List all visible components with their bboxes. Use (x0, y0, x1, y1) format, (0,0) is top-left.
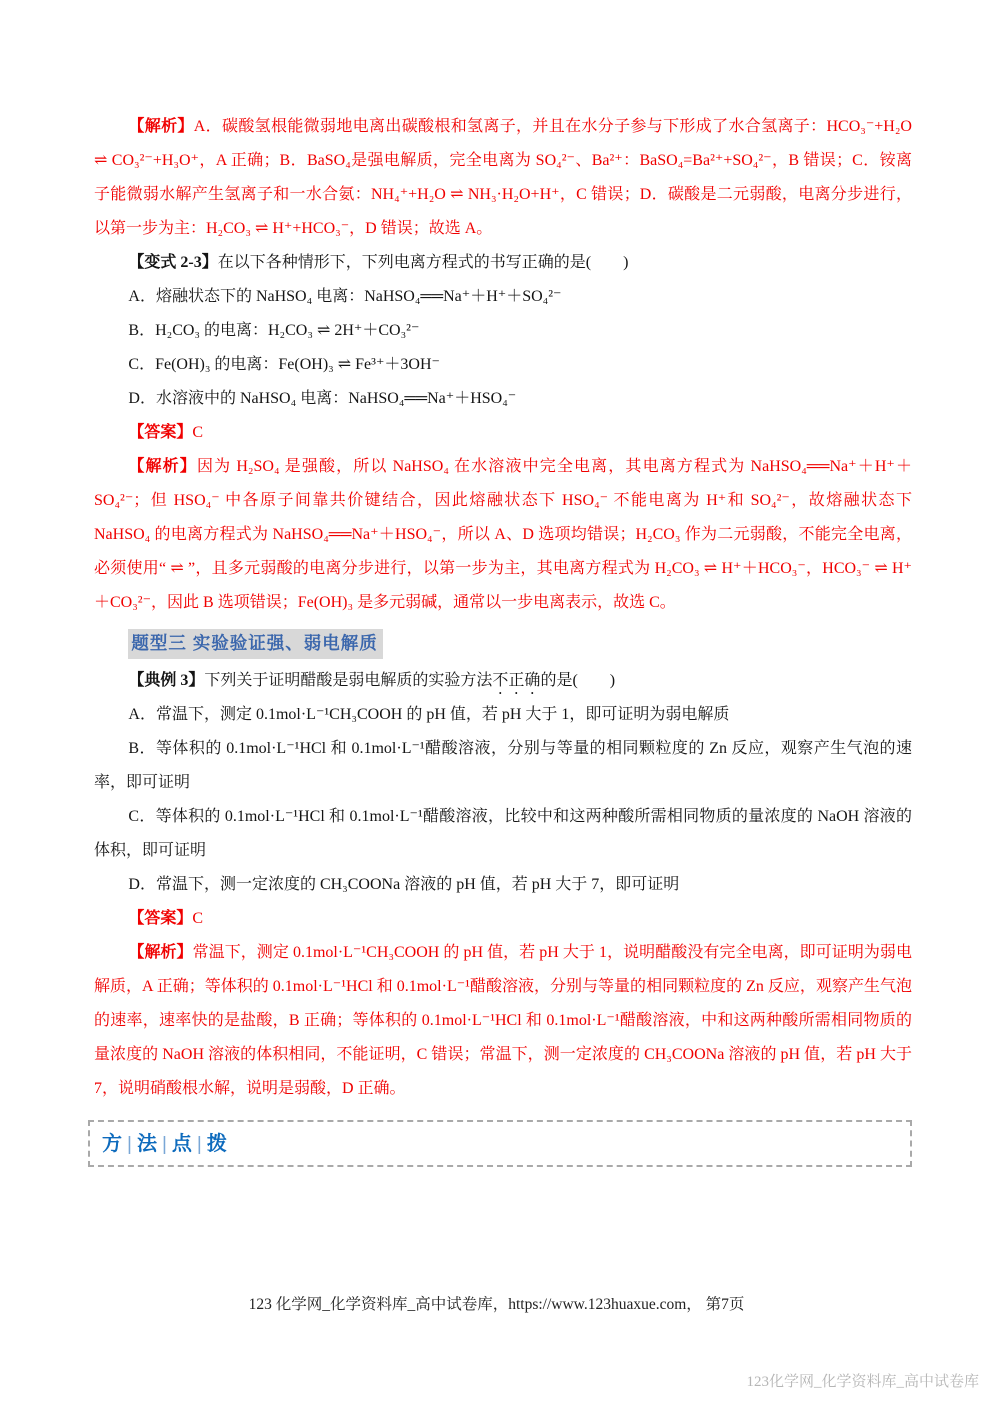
example-3-question-pre: 下列关于证明醋酸是弱电解质的实验方法 (204, 672, 493, 689)
analysis-text: 常温下，测定 0.1mol·L⁻¹CH₃COOH 的 pH 值，若 pH 大于 1，说明醋酸没有完全电离，即可证明为弱电解质，A 正确；等体积的 0.1mol·L⁻¹HCl 和 0.1mol·L⁻¹醋酸溶液，分别与等量的相同颗粒度的 Zn 反应，观察产生气泡的速率，速率快的是盐酸，B 正确；等体积的 0.1mol·L⁻¹HCl 和 0.1mol·L⁻¹醋酸溶液，中和这两种酸所需相同物质的量浓度的 NaOH 溶液的体积相同，不能证明，C 错误；常温下，测一定浓度的 CH₃COONa 溶液的 pH 值，若 pH 大于 7，说明硝酸根水解，说明是弱酸，D 正确。 (94, 944, 912, 1097)
variation-option-d: D．水溶液中的 NaHSO₄ 电离：NaHSO₄══Na⁺＋HSO₄⁻ (128, 390, 517, 407)
answer-value: C (192, 910, 204, 927)
answer-label: 【答案】 (128, 424, 193, 441)
answer-label: 【答案】 (128, 910, 193, 927)
method-separator: | (127, 1134, 134, 1155)
method-char: 方 (102, 1133, 124, 1155)
analysis-label: 【解析】 (128, 458, 197, 475)
example-3-question-post: 的是( ) (540, 672, 616, 689)
variation-2-3-label: 【变式 2-3】 (128, 254, 218, 271)
example-option-c: C．等体积的 0.1mol·L⁻¹HCl 和 0.1mol·L⁻¹醋酸溶液，比较中和这两种酸所需相同物质的量浓度的 NaOH 溶液的体积，即可证明 (94, 808, 912, 859)
variation-2-3-question (94, 246, 912, 280)
analysis-paragraph-previous (94, 110, 912, 246)
section-heading-wrap (94, 629, 912, 659)
section-3-heading: 题型三 实验验证强、弱电解质 (128, 629, 382, 659)
example-analysis-paragraph (94, 936, 912, 1106)
example-3-question-emphasis: 不正确 (492, 672, 541, 689)
method-tips-label (102, 1133, 229, 1155)
page-content (94, 110, 912, 1167)
method-char: 拨 (206, 1133, 229, 1155)
analysis-label: 【解析】 (128, 944, 193, 961)
variation-2-3-question-text: 在以下各种情形下，下列电离方程式的书写正确的是( ) (217, 254, 629, 271)
example-option-d: D．常温下，测一定浓度的 CH₃COONa 溶液的 pH 值，若 pH 大于 7，即可证明 (128, 876, 680, 893)
example-option-b: B．等体积的 0.1mol·L⁻¹HCl 和 0.1mol·L⁻¹醋酸溶液，分别与等量的相同颗粒度的 Zn 反应，观察产生气泡的速率，即可证明 (94, 740, 912, 791)
example-3-question (94, 664, 912, 698)
answer-value: C (192, 424, 204, 441)
analysis-text: 因为 H₂SO₄ 是强酸，所以 NaHSO₄ 在水溶液中完全电离，其电离方程式为 NaHSO₄══Na⁺＋H⁺＋SO₄²⁻；但 HSO₄⁻ 中各原子间靠共价键结合，因此熔融状态下 HSO₄⁻ 不能电离为 H⁺和 SO₄²⁻，故熔融状态下 NaHSO₄ 的电离方程式为 NaHSO₄══Na⁺＋HSO₄⁻，所以 A、D 选项均错误；H₂CO₃ 作为二元弱酸，不能完全电离，必须使用“ ⇌ ”，且多元弱酸的电离分步进行，以第一步为主，其电离方程式为 H₂CO₃ ⇌ H⁺＋HCO₃⁻，HCO₃⁻ ⇌ H⁺＋CO₃²⁻，因此 B 选项错误；Fe(OH)₃ 是多元弱碱，通常以一步电离表示，故选 C。 (94, 458, 912, 611)
method-char: 点 (171, 1133, 194, 1155)
method-char: 法 (136, 1133, 159, 1155)
variation-option-b: B．H₂CO₃ 的电离：H₂CO₃ ⇌ 2H⁺＋CO₃²⁻ (128, 322, 420, 339)
analysis-text: A．碳酸氢根能微弱地电离出碳酸根和氢离子，并且在水分子参与下形成了水合氢离子：HCO₃⁻+H₂O ⇌ CO₃²⁻+H₃O⁺，A 正确；B．BaSO₄是强电解质，完全电离为 SO₄²⁻、Ba²⁺：BaSO₄=Ba²⁺+SO₄²⁻，B 错误；C．铵离子能微弱水解产生氢离子和一水合氨：NH₄⁺+H₂O ⇌ NH₃·H₂O+H⁺，C 错误；D．碳酸是二元弱酸，电离分步进行，以第一步为主：H₂CO₃ ⇌ H⁺+HCO₃⁻，D 错误；故选 A。 (94, 118, 912, 237)
method-tips-box (88, 1120, 912, 1167)
variation-answer-line (94, 416, 912, 450)
method-separator: | (196, 1134, 204, 1155)
method-separator: | (161, 1134, 169, 1155)
example-3-label: 【典例 3】 (128, 672, 205, 689)
variation-option-c: C．Fe(OH)₃ 的电离：Fe(OH)₃ ⇌ Fe³⁺＋3OH⁻ (128, 356, 440, 373)
variation-option-a: A．熔融状态下的 NaHSO₄ 电离：NaHSO₄══Na⁺＋H⁺＋SO₄²⁻ (128, 288, 562, 305)
example-answer-line (94, 902, 912, 936)
site-watermark: 123化学网_化学资料库_高中试卷库 (746, 1374, 979, 1390)
variation-analysis-paragraph (94, 450, 912, 620)
example-option-a: A．常温下，测定 0.1mol·L⁻¹CH₃COOH 的 pH 值，若 pH 大于 1，即可证明为弱电解质 (128, 706, 730, 723)
analysis-label: 【解析】 (128, 118, 194, 135)
page-footer: 123 化学网_化学资料库_高中试卷库，https://www.123huaxue.com， 第7页 (248, 1296, 745, 1313)
